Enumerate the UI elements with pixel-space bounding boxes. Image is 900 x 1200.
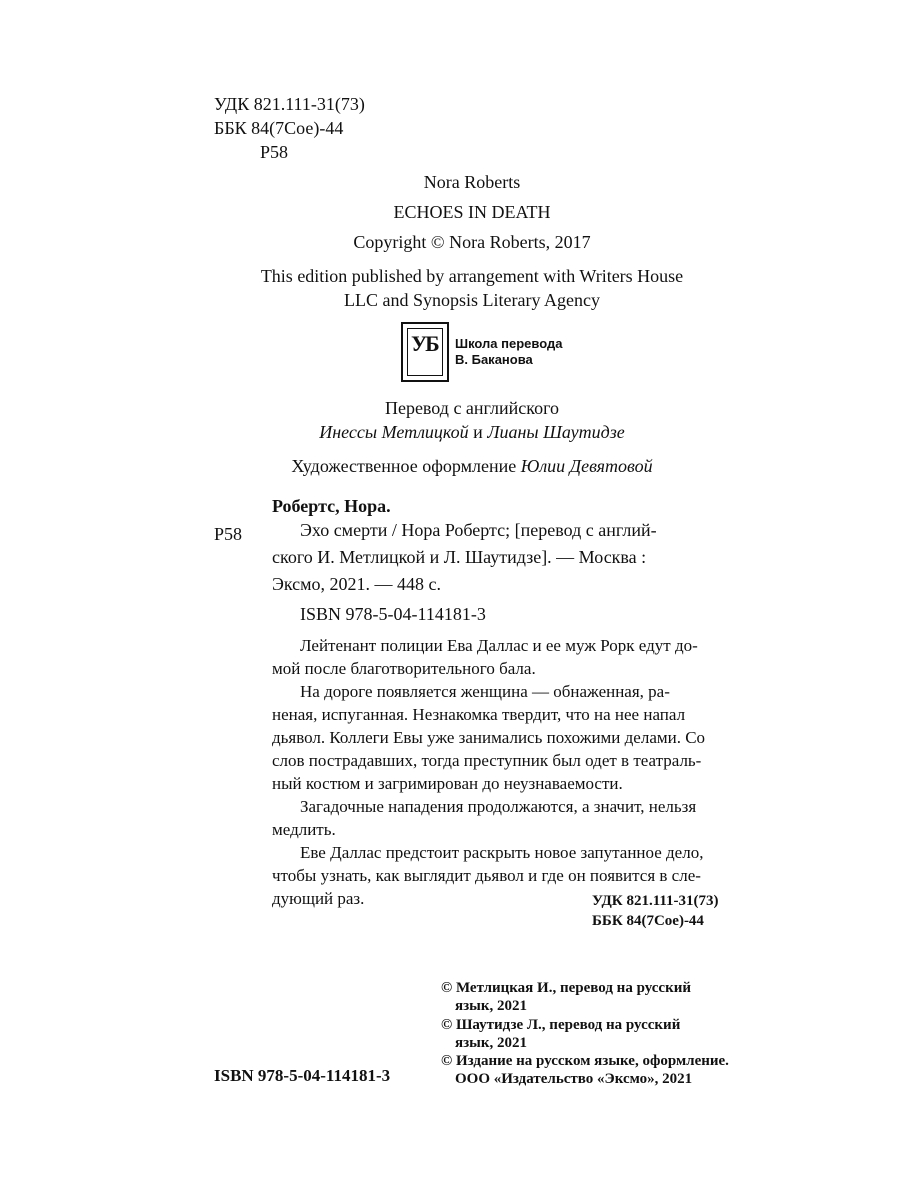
- footer-isbn: ISBN 978-5-04-114181-3: [214, 1066, 391, 1085]
- annotation-line: слов пострадавших, тогда преступник был одет в театраль-: [272, 751, 702, 770]
- translation-line: Перевод с английского: [384, 398, 560, 418]
- design-credit: [0, 456, 900, 477]
- bib-line-2: ского И. Метлицкой и Л. Шаутидзе]. — Москва :: [272, 547, 647, 567]
- copyright-line: Copyright © Nora Roberts, 2017: [353, 232, 591, 252]
- original-author: Nora Roberts: [423, 172, 521, 192]
- annotation-line: Лейтенант полиции Ева Даллас и ее муж Рорк едут до-: [300, 636, 698, 655]
- bib-isbn: ISBN 978-5-04-114181-3: [300, 604, 486, 624]
- annotation-line: дующий раз.: [272, 889, 365, 908]
- bib-heading: Робертс, Нора.: [272, 496, 391, 516]
- logo-text-line-2: В. Баканова: [455, 352, 533, 367]
- copyright-translator-2: © Шаутидзе Л., перевод на русский: [441, 1017, 681, 1033]
- copyright-translator-1-cont: язык, 2021: [455, 998, 527, 1014]
- translator-b: Лианы Шаутидзе: [487, 422, 625, 442]
- annotation-line: дьявол. Коллеги Евы уже занимались похожими делами. Со: [272, 728, 706, 747]
- logo-text-line-1: Школа перевода: [455, 336, 563, 351]
- udk-code-bottom: УДК 821.111-31(73): [592, 893, 719, 909]
- udk-code: УДК 821.111-31(73): [214, 94, 365, 114]
- copyright-translator-2-cont: язык, 2021: [455, 1035, 527, 1051]
- annotation-line: медлить.: [272, 820, 336, 839]
- copyright-publisher: © Издание на русском языке, оформление.: [441, 1053, 729, 1069]
- original-title: ECHOES IN DEATH: [393, 202, 551, 222]
- annotation-line: На дороге появляется женщина — обнаженная, ра-: [300, 682, 670, 701]
- annotation-line: чтобы узнать, как выглядит дьявол и где он появится в сле-: [272, 866, 701, 885]
- annotation-line: ный костюм и загримирован до неузнаваемости.: [272, 774, 623, 793]
- annotation-line: мой после благотворительного бала.: [272, 659, 536, 678]
- bbk-code-bottom: ББК 84(7Сое)-44: [592, 913, 704, 929]
- copyright-publisher-cont: ООО «Издательство «Эксмо», 2021: [455, 1071, 693, 1087]
- translator-a: Инессы Метлицкой: [319, 422, 469, 442]
- translators-conj: и: [473, 422, 483, 442]
- designer-name: Юлии Девятовой: [520, 456, 653, 476]
- edition-line-2: LLC and Synopsis Literary Agency: [344, 290, 600, 310]
- logo-text: [455, 336, 562, 368]
- bbk-code: ББК 84(7Сое)-44: [214, 118, 344, 138]
- annotation-line: Еве Даллас предстоит раскрыть новое запутанное дело,: [300, 843, 704, 862]
- copyright-translator-1: © Метлицкая И., перевод на русский: [441, 980, 691, 996]
- edition-line-1: This edition published by arrangement with Writers House: [260, 266, 684, 286]
- annotation-line: Загадочные нападения продолжаются, а значит, нельзя: [300, 797, 697, 816]
- logo-frame: [401, 322, 449, 382]
- translators-line: [0, 422, 900, 443]
- design-label: Художественное оформление: [291, 456, 517, 476]
- author-mark: Р58: [260, 142, 289, 162]
- annotation-line: неная, испуганная. Незнакомка твердит, что на нее напал: [272, 705, 686, 724]
- bib-line-3: Эксмо, 2021. — 448 с.: [272, 574, 442, 594]
- bib-mark: Р58: [214, 524, 243, 544]
- logo-monogram: УБ: [411, 331, 438, 356]
- bib-line-1: Эхо смерти / Нора Робертс; [перевод с англий-: [300, 520, 657, 540]
- publisher-logo: [401, 322, 563, 384]
